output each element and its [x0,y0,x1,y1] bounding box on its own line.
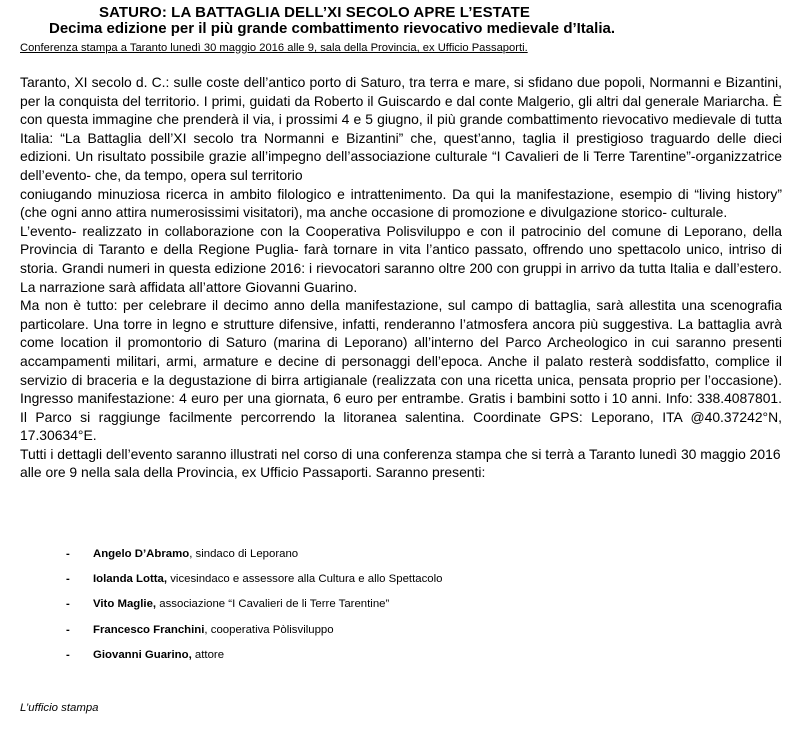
document-title: SATURO: LA BATTAGLIA DELL’XI SECOLO APRE L’ESTATE [99,4,531,21]
presenter-name: Giovanni Guarino, [93,648,192,661]
paragraph-event-details: Ma non è tutto: per celebrare il decimo anno della manifestazione, sul campo di battaglia, sarà allestita una scenografia particolare. Una torre in legno e strutture difensive, infatti, renderanno l’atmosfera ancora più suggestiva. La battaglia avrà come location il promontorio di Saturo (marina di Leporano) all’interno del Parco Archeologico in cui saranno presenti accampamenti militari, armi, armature e decine di personaggi dell’epoca. Anche il palato resterà soddisfatto, complice il servizio di braceria e la degustazione di birra artigianale (realizzata con una ricetta unica, pensata proprio per l’occasione). Ingresso manifestazione: 4 euro per una giornata, 6 euro per entrambe. Gratis i bambini sotto i 10 anni. Info: 338.4087801. Il Parco si raggiunge facilmente percorrendo la litoranea salentina. Coordinate GPS: Leporano, ITA @40.37242°N, 17.30634°E. [20,297,782,444]
presenter-role: , sindaco di Leporano [189,548,299,560]
presenters-list [66,545,442,671]
presenter-name: Vito Maglie, [93,598,157,611]
presenter-role: attore [191,648,225,661]
presenter-name: Iolanda Lotta, [93,573,168,586]
document-subtitle: Decima edizione per il più grande combattimento rievocativo medievale d’Italia. [49,20,615,37]
press-conference-line: Conferenza stampa a Taranto lunedì 30 maggio 2016 alle 9, sala della Provincia, ex Ufficio Passaporti. [20,42,528,54]
list-bullet: - [66,648,70,661]
list-item [66,595,442,620]
list-item [66,646,442,671]
presenter-name: Angelo D’Abramo [93,548,190,560]
presenter-role: , cooperativa Pòlisviluppo [204,623,334,636]
paragraph-press-conference: Tutti i dettagli dell’evento saranno illustrati nel corso di una conferenza stampa che si terrà a Taranto lunedì 30 maggio 2016 alle ore 9 nella sala della Provincia, ex Ufficio Passaporti. Saranno presenti: [20,445,781,481]
press-release-body [20,73,782,482]
signature: L’ufficio stampa [20,702,99,714]
presenter-role: associazione “I Cavalieri de li Terre Tarentine” [156,598,390,611]
list-bullet: - [66,573,70,586]
paragraph-intro: Taranto, XI secolo d. C.: sulle coste dell’antico porto di Saturo, tra terra e mare, si sfidano due popoli, Normanni e Bizantini, per la conquista del territorio. I primi, guidati da Roberto il Guiscardo e dal conte Malgerio, gli altri dal generale Mariarcha. È con questa immagine che prenderà il via, i prossimi 4 e 5 giugno, il più grande combattimento rievocativo medievale di tutta Italia: “La Battaglia dell’XI secolo tra Normanni e Bizantini” che, quest’anno, taglia il prestigioso traguardo delle dieci edizioni. Un risultato possibile grazie all’impegno dell’associazione culturale “I Cavalieri de li Terre Tarentine”-organizzatrice dell’evento- che, da tempo, opera sul territorio [20,74,782,183]
list-bullet: - [66,548,70,560]
paragraph-living-history: coniugando minuziosa ricerca in ambito filologico e intrattenimento. Da qui la manifestazione, esempio di “living history” (che ogni anno attira numerosissimi visitatori), ma anche occasione di promozione e divulgazione storico- culturale. [20,185,782,221]
list-item [66,570,442,595]
list-item [66,545,442,570]
list-bullet: - [66,623,70,636]
paragraph-event-partners: L’evento- realizzato in collaborazione con la Cooperativa Polisviluppo e con il patrocinio del comune di Leporano, della Provincia di Taranto e della Regione Puglia- farà tornare in vita l’antico passato, offrendo uno spettacolo unico, intriso di storia. Grandi numeri in questa edizione 2016: i rievocatori saranno oltre 200 con gruppi in arrivo da tutta Italia e dall’estero. La narrazione sarà affidata all’attore Giovanni Guarino. [20,222,782,295]
list-item [66,621,442,646]
presenter-role: vicesindaco e assessore alla Cultura e allo Spettacolo [167,573,443,586]
presenter-name: Francesco Franchini [93,623,205,636]
list-bullet: - [66,598,70,611]
